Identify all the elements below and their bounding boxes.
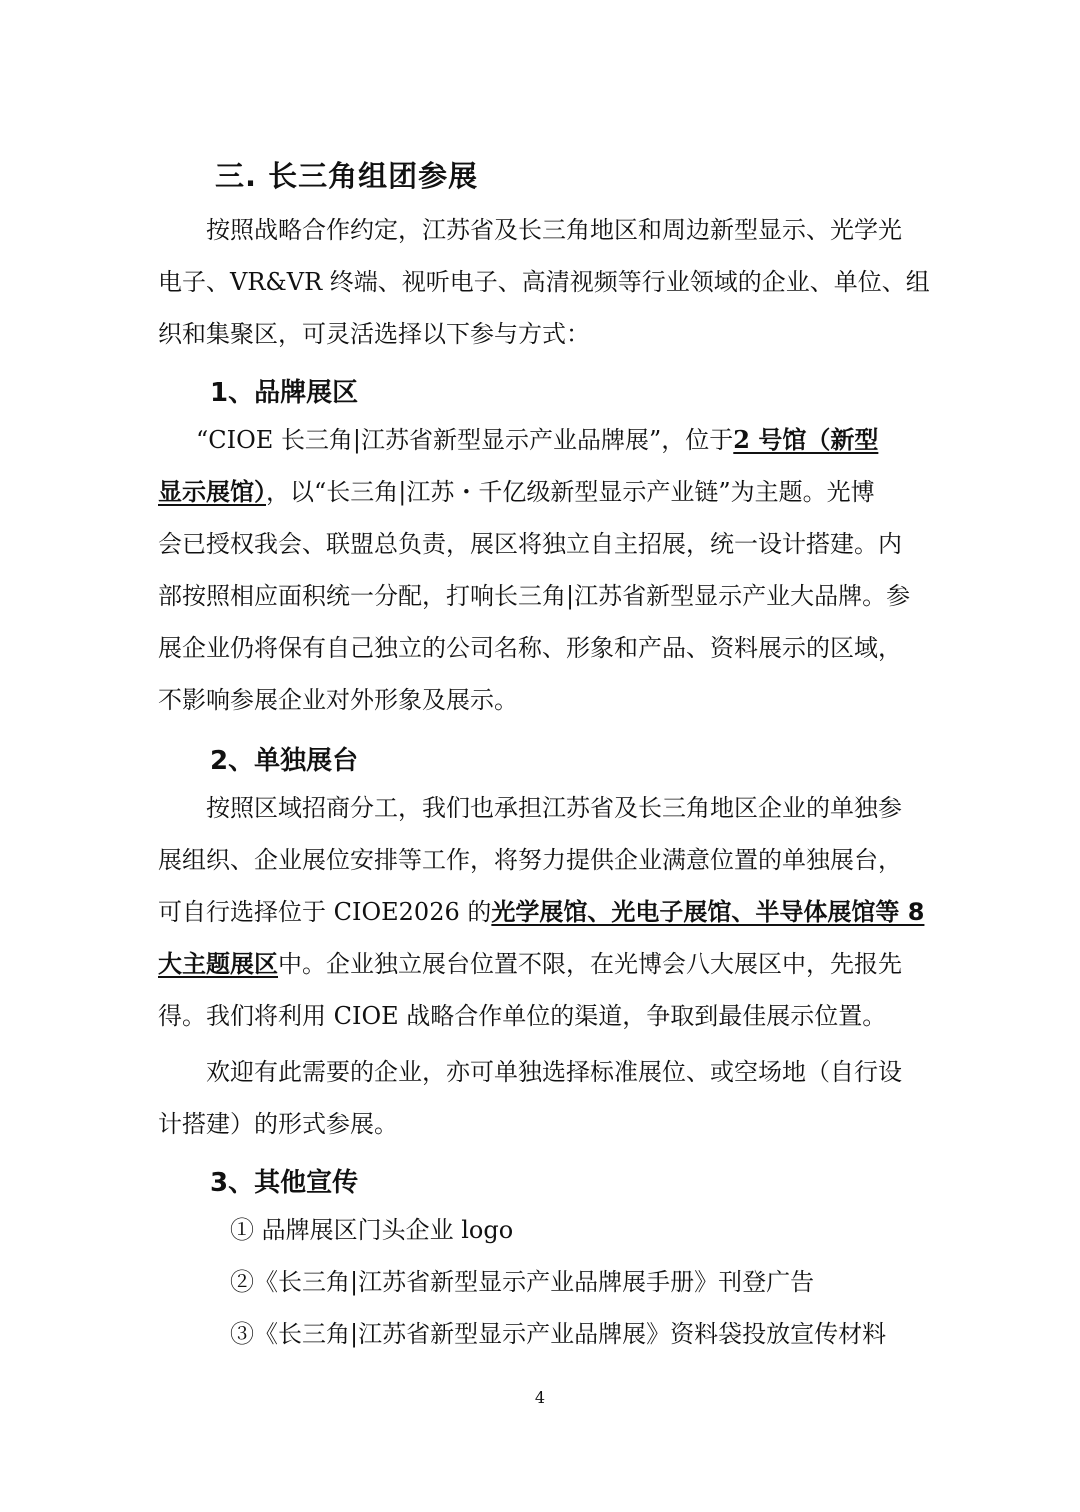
part1-line-2-text: ，以“长三角|江苏・千亿级新型显示产业链”为主题。光博 <box>266 478 875 506</box>
section-heading: 三. 长三角组团参展 <box>215 159 479 193</box>
list-item: ②《长三角|江苏省新型显示产业品牌展手册》刊登广告 <box>230 1268 815 1296</box>
part2-para2-line-2: 计搭建）的形式参展。 <box>158 1110 398 1138</box>
intro-line-2: 电子、VR&VR 终端、视听电子、高清视频等行业领域的企业、单位、组 <box>158 268 930 296</box>
part2-line-2: 展组织、企业展位安排等工作，将努力提供企业满意位置的单独展台， <box>158 846 902 874</box>
part2-line-3 <box>158 894 928 930</box>
part1-line-6: 不影响参展企业对外形象及展示。 <box>158 686 518 714</box>
part2-para2-line-1: 欢迎有此需要的企业，亦可单独选择标准展位、或空场地（自行设 <box>206 1058 902 1086</box>
part3-heading: 3、其他宣传 <box>210 1168 359 1198</box>
part2-line-5: 得。我们将利用 CIOE 战略合作单位的渠道，争取到最佳展示位置。 <box>158 1002 887 1030</box>
part2-line-3-text: 可自行选择位于 CIOE2026 的 <box>158 898 492 926</box>
intro-line-1: 按照战略合作约定，江苏省及长三角地区和周边新型显示、光学光 <box>206 216 902 244</box>
page-number: 4 <box>534 1388 546 1407</box>
part1-line-5: 展企业仍将保有自己独立的公司名称、形象和产品、资料展示的区域， <box>158 634 902 662</box>
theme-areas-text: 大主题展区 <box>158 950 278 978</box>
intro-line-3: 织和集聚区，可灵活选择以下参与方式： <box>158 320 590 348</box>
part2-line-4 <box>158 946 928 982</box>
part1-heading: 1、品牌展区 <box>210 378 359 408</box>
part1-line-4: 部按照相应面积统一分配，打响长三角|江苏省新型显示产业大品牌。参 <box>158 582 911 610</box>
part1-line-1-text: “CIOE 长三角|江苏省新型显示产业品牌展”，位于 <box>196 426 734 454</box>
theme-halls-text: 光学展馆、光电子展馆、半导体展馆等 8 <box>491 898 925 926</box>
part1-line-1 <box>196 422 966 458</box>
list-item: ① 品牌展区门头企业 logo <box>230 1216 514 1244</box>
part2-line-1: 按照区域招商分工，我们也承担江苏省及长三角地区企业的单独参 <box>206 794 902 822</box>
list-item: ③《长三角|江苏省新型显示产业品牌展》资料袋投放宣传材料 <box>230 1320 887 1348</box>
part1-line-3: 会已授权我会、联盟总负责，展区将独立自主招展，统一设计搭建。内 <box>158 530 902 558</box>
hall-2-link: 2 号馆（新型 <box>733 425 879 454</box>
part2-heading: 2、单独展台 <box>210 746 359 776</box>
part1-line-2 <box>158 474 928 510</box>
part2-line-4-text: 中。企业独立展台位置不限，在光博会八大展区中，先报先 <box>278 950 902 978</box>
display-hall-text: 显示展馆） <box>158 477 266 506</box>
